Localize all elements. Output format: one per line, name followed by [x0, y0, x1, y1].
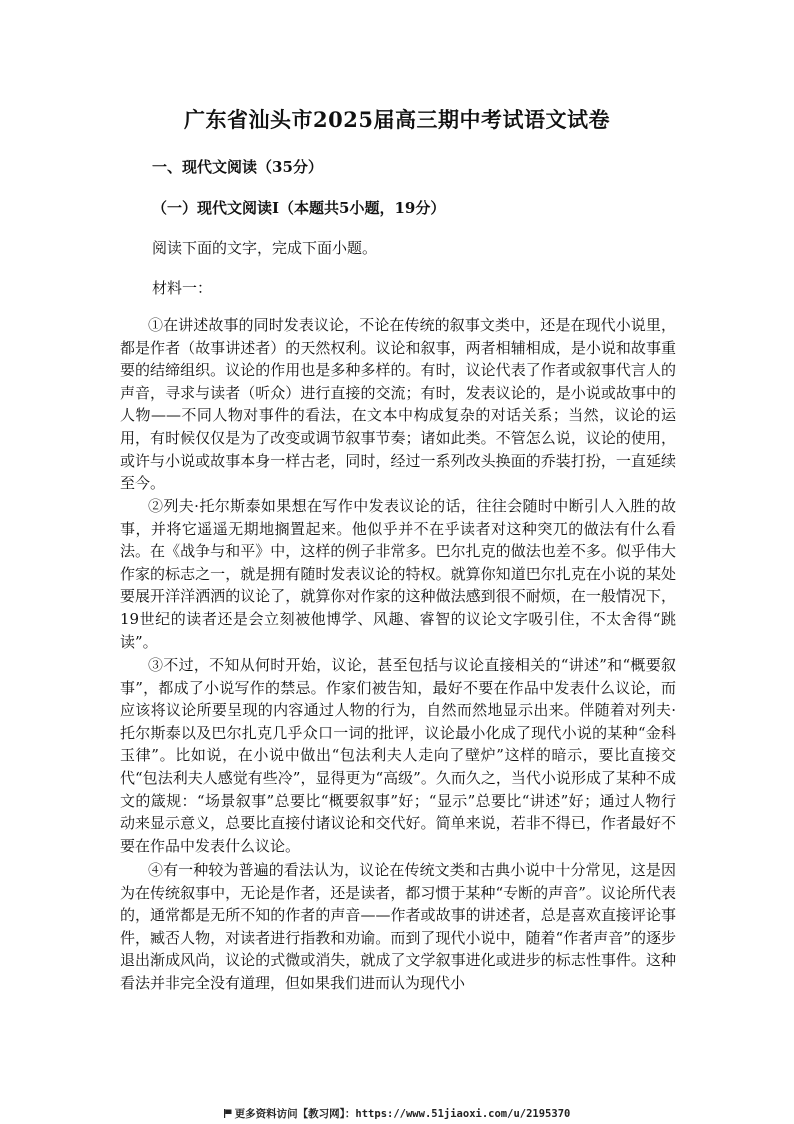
paragraph-4: ④有一种较为普遍的看法认为，议论在传统文类和古典小说中十分常见，这是因为在传统叙事中，无论是作者，还是读者，都习惯于某种“专断的声音”。议论所代表的，通常都是无所不知的作者的声音——作者或故事的讲述者，总是喜欢直接评论事件，臧否人物，对读者进行指教和劝谕。而到了现代小说中，随着“作者声音”的逐步退出渐成风尚，议论的式微或消失，就成了文学叙事进化或进步的标志性事件。这种看法并非完全没有道理，但如果我们进而认为现代小: [120, 861, 676, 992]
subsection-heading: （一）现代文阅读Ⅰ（本题共5小题，19分）: [152, 199, 446, 217]
section-heading: 一、现代文阅读（35分）: [152, 158, 323, 176]
paragraph-1: ①在讲述故事的同时发表议论，不论在传统的叙事文类中，还是在现代小说里，都是作者（故事讲述者）的天然权利。议论和叙事，两者相辅相成，是小说和故事重要的结缔组织。议论的作用也是多种多样的。有时，议论代表了作者或叙事代言人的声音，寻求与读者（听众）进行直接的交流；有时，发表议论的，是小说或故事中的人物——不同人物对事件的看法，在文本中构成复杂的对话关系；当然，议论的运用，有时候仅仅是为了改变或调节叙事节奏；诸如此类。不管怎么说，议论的使用，或许与小说或故事本身一样古老，同时，经过一系列改头换面的乔装打扮，一直延续至今。: [120, 316, 676, 493]
paragraph-3: ③不过，不知从何时开始，议论，甚至包括与议论直接相关的“讲述”和“概要叙事”，都成了小说写作的禁忌。作家们被告知，最好不要在作品中发表什么议论，而应该将议论所要呈现的内容通过人物的行为，自然而然地显示出来。伴随着对列夫·托尔斯泰以及巴尔扎克几乎众口一词的批评，议论最小化成了现代小说的某种“金科玉律”。比如说，在小说中做出“包法利夫人走向了壁炉”这样的暗示，要比直接交代“包法利夫人感觉有些冷”，显得更为“高级”。久而久之，当代小说形成了某种不成文的箴规：“场景叙事”总要比“概要叙事”好；“显示”总要比“讲述”好；通过人物行动来显示意义，总要比直接付诸议论和交代好。简单来说，若非不得已，作者最好不要在作品中发表什么议论。: [120, 656, 676, 855]
footer: [0, 1106, 794, 1121]
material-label: 材料一：: [152, 279, 213, 297]
footer-link[interactable]: 更多资料访问【教习网】：https://www.51jiaoxi.com/u/2195370: [234, 1108, 571, 1120]
paragraph-2: ②列夫·托尔斯泰如果想在写作中发表议论的话，往往会随时中断引人入胜的故事，并将它遥遥无期地搁置起来。他似乎并不在乎读者对这种突兀的做法有什么看法。在《战争与和平》中，这样的例子非常多。巴尔扎克的做法也差不多。似乎伟大作家的标志之一，就是拥有随时发表议论的特权。就算你知道巴尔扎克在小说的某处要展开洋洋洒洒的议论了，就算你对作家的这种做法感到很不耐烦，在一般情况下，19世纪的读者还是会立刻被他博学、风趣、睿智的议论文字吸引住，不太舍得“跳读”。: [120, 497, 676, 651]
flag-icon: [224, 1109, 232, 1118]
instruction-text: 阅读下面的文字，完成下面小题。: [152, 239, 378, 257]
page-title: 广东省汕头市2025届高三期中考试语文试卷: [184, 107, 610, 132]
